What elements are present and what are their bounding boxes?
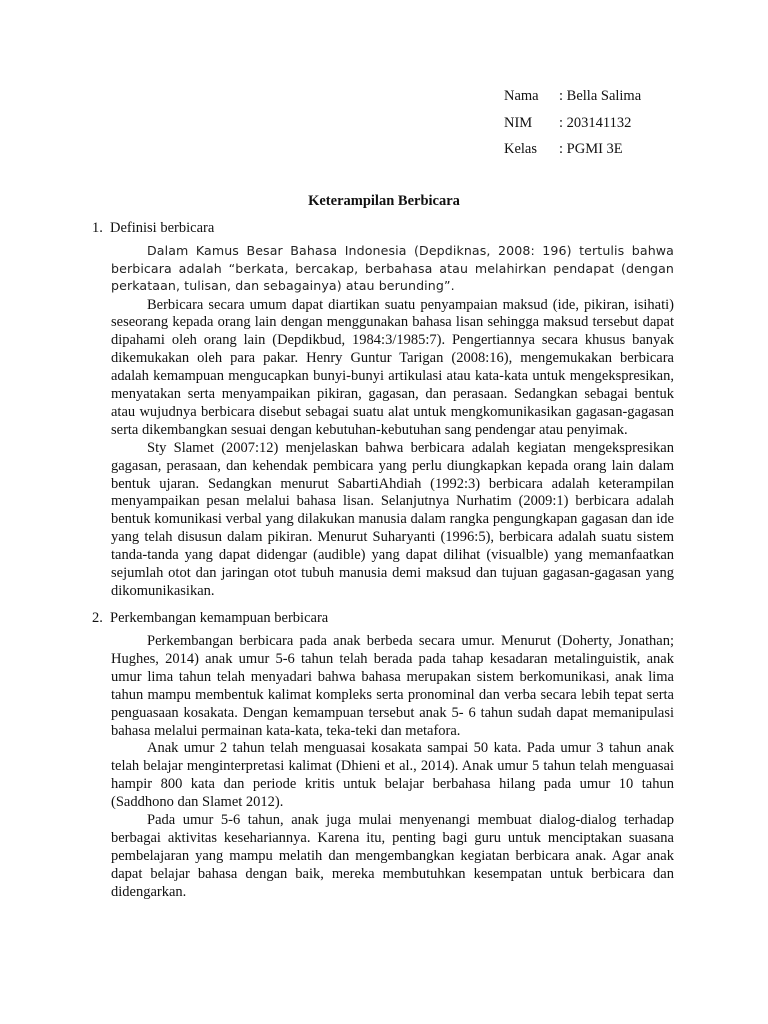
section-body-2 (111, 633, 674, 902)
paragraph: Dalam Kamus Besar Bahasa Indonesia (Depdiknas, 2008: 196) tertulis bahwa berbicara adalah “berkata, bercakap, berbahasa atau melahirkan pendapat (dengan perkataan, tulisan, dan sebagainya) atau berunding”. (111, 243, 674, 293)
document-title: Keterampilan Berbicara (308, 193, 460, 209)
paragraph: Perkembangan berbicara pada anak berbeda secara umur. Menurut (Doherty, Jonathan; Hughes, 2014) anak umur 5-6 tahun telah berada pada tahap kesadaran metalinguistik, anak umur lima tahun telah menyadari bahwa bahasa merupakan sistem berkomunikasi, anak lima tahun mampu membentuk kalimat kompleks serta pronominal dan verba secara lebih tepat serta penguasaan kosakata. Dengan kemampuan tersebut anak 5- 6 tahun sudah dapat memanipulasi bahasa melalui permainan kata-kata, teka-teki dan metafora. (111, 633, 674, 739)
identity-row-nim (504, 112, 641, 139)
section-number: 2. (92, 610, 103, 626)
name-value: : Bella Salima (559, 88, 642, 104)
name-label: Nama (504, 88, 539, 104)
section-heading-1 (92, 218, 214, 238)
paragraph: Sty Slamet (2007:12) menjelaskan bahwa berbicara adalah kegiatan mengekspresikan gagasan, perasaan, dan kehendak pembicara yang perlu diungkapkan kepada orang lain dalam bentuk ujaran. Sedangkan menurut SabartiAhdiah (1992:3) berbicara adalah keterampilan menyampaikan pesan melalui bahasa lisan. Selanjutnya Nurhatim (2009:1) berbicara adalah bentuk komunikasi verbal yang dilakukan manusia dalam rangka pengungkapan gagasan dan ide yang telah disusun dalam pikiran. Menurut Suharyanti (1996:5), berbicara adalah suatu sistem tanda-tanda yang dapat didengar (audible) yang dapat dilihat (visualble) yang memanfaatkan sejumlah otot dan jaringan otot tubuh manusia demi maksud dan tujuan gagasan-gagasan yang dikomunikasikan. (111, 439, 674, 599)
paragraph: Berbicara secara umum dapat diartikan suatu penyampaian maksud (ide, pikiran, isihati) seseorang kepada orang lain dengan menggunakan bahasa lisan sehingga maksud tersebut dapat dipahami oleh orang lain (Depdikbud, 1984:3/1985:7). Pengertiannya secara khusus banyak dikemukakan oleh para pakar. Henry Guntur Tarigan (2008:16), mengemukakan berbicara adalah kemampuan mengucapkan bunyi-bunyi artikulasi atau kata-kata untuk mengekspresikan, menyatakan serta menyampaikan pikiran, gagasan, dan perasaan. Sedangkan sebagai bentuk atau wujudnya berbicara disebut sebagai suatu alat untuk mengkomunikasikan gagasan-gagasan serta dikembangkan sesuai dengan kebutuhan-kebutuhan sang pendengar atau penyimak. (111, 296, 674, 438)
nim-label: NIM (504, 114, 533, 131)
section-body-1 (111, 242, 674, 601)
student-identity (504, 85, 641, 165)
section-title: Perkembangan kemampuan berbicara (110, 610, 329, 626)
paragraph: Pada umur 5-6 tahun, anak juga mulai menyenangi membuat dialog-dialog terhadap berbagai aktivitas kesehariannya. Karena itu, penting bagi guru untuk menciptakan suasana pembelajaran yang mampu melatih dan mengembangkan kegiatan berbicara anak. Agar anak dapat belajar bahasa dengan baik, mereka membutuhkan kesempatan untuk berbicara dan didengarkan. (111, 812, 674, 900)
identity-row-name (504, 85, 641, 112)
section-heading-2 (92, 608, 328, 628)
class-value: : PGMI 3E (559, 141, 623, 157)
nim-value: : 203141132 (559, 114, 632, 131)
identity-row-class (504, 138, 641, 165)
class-label: Kelas (504, 141, 538, 157)
paragraph: Anak umur 2 tahun telah menguasai kosakata sampai 50 kata. Pada umur 3 tahun anak telah belajar menginterpretasi kalimat (Dhieni et al., 2014). Anak umur 5 tahun telah menguasai hampir 800 kata dan periode kritis untuk belajar berbahasa hilang pada umur 10 tahun (Saddhono dan Slamet 2012). (111, 740, 674, 811)
section-number: 1. (92, 220, 103, 236)
section-title: Definisi berbicara (110, 220, 215, 236)
